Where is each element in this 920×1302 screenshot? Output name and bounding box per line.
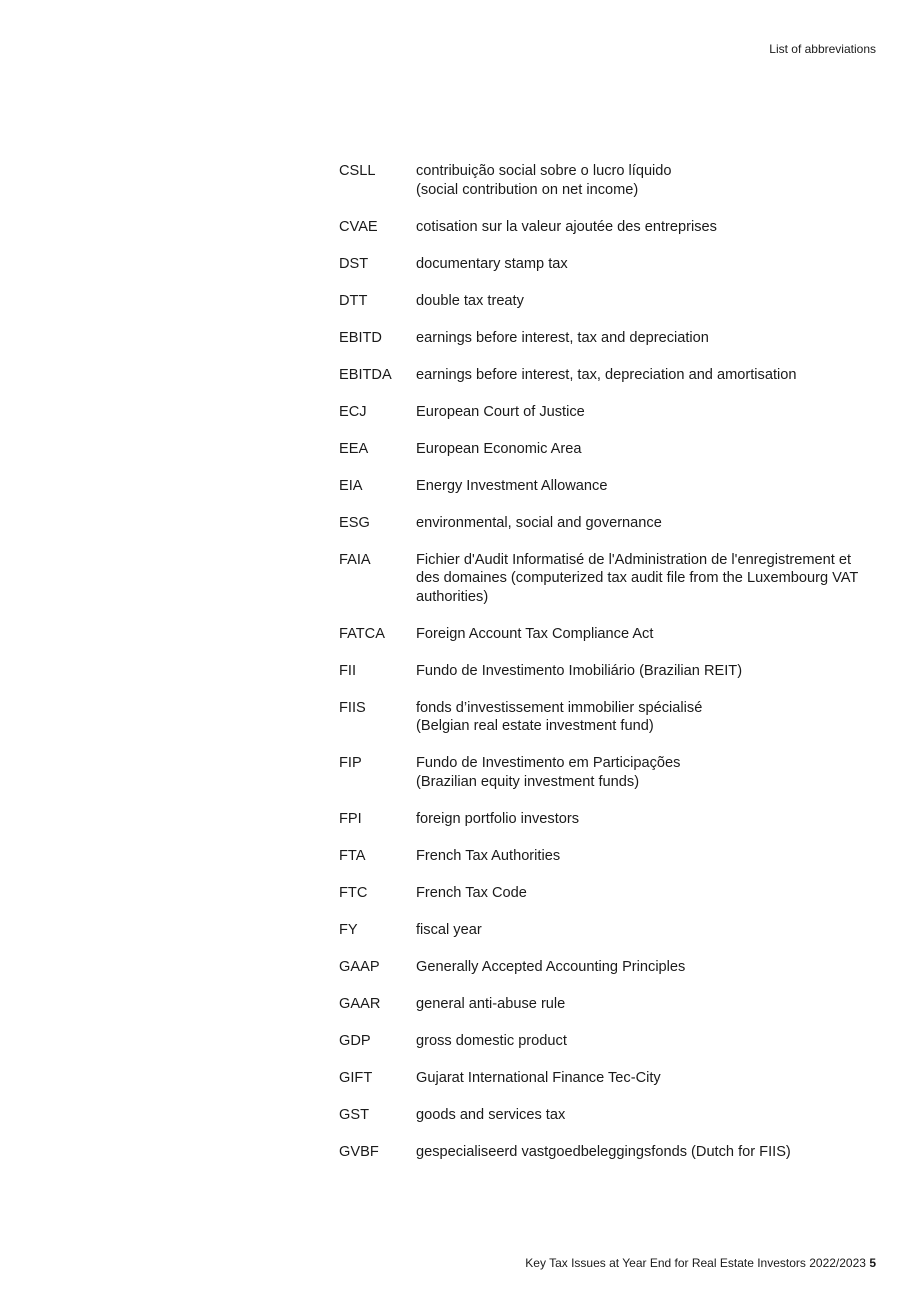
abbreviation-definition: Energy Investment Allowance	[416, 477, 608, 494]
page-footer	[525, 1255, 876, 1271]
abbreviation-entry	[339, 847, 879, 866]
abbreviation-definition: gross domestic product	[416, 1032, 567, 1049]
abbreviation-entry	[339, 754, 879, 791]
abbreviation-term: DST	[339, 255, 369, 272]
abbreviation-definition: fonds d’investissement immobilier spécialisé (Belgian real estate investment fund)	[416, 699, 703, 734]
abbreviation-entry	[339, 440, 879, 459]
abbreviation-definition: European Court of Justice	[416, 403, 585, 420]
abbreviation-entry	[339, 292, 879, 311]
abbreviation-term: GST	[339, 1106, 369, 1123]
abbreviation-term: EBITD	[339, 329, 382, 346]
abbreviation-definition: French Tax Authorities	[416, 847, 561, 864]
abbreviation-term: CVAE	[339, 218, 378, 235]
abbreviation-entry	[339, 921, 879, 940]
abbreviation-term: GIFT	[339, 1069, 373, 1086]
abbreviation-entry	[339, 329, 879, 348]
section-title: List of abbreviations	[769, 42, 876, 56]
abbreviation-definition: Foreign Account Tax Compliance Act	[416, 625, 654, 642]
abbreviation-term: FAIA	[339, 551, 371, 568]
abbreviation-term: EIA	[339, 477, 363, 494]
abbreviation-entry	[339, 699, 879, 736]
abbreviation-entry	[339, 403, 879, 422]
abbreviation-definition: goods and services tax	[416, 1106, 566, 1123]
page-header	[769, 41, 876, 57]
abbreviation-definition: Fundo de Investimento em Participações (Brazilian equity investment funds)	[416, 755, 681, 790]
abbreviation-entry	[339, 1143, 879, 1162]
abbreviation-definition: fiscal year	[416, 921, 482, 938]
abbreviation-term: GVBF	[339, 1143, 379, 1160]
abbreviation-definition: Gujarat International Finance Tec-City	[416, 1069, 661, 1086]
abbreviation-term: FY	[339, 921, 358, 938]
abbreviation-definition: French Tax Code	[416, 884, 527, 901]
abbreviation-entry	[339, 995, 879, 1014]
abbreviation-list	[339, 162, 879, 1180]
abbreviation-definition: earnings before interest, tax and depreciation	[416, 329, 709, 346]
abbreviation-term: FII	[339, 662, 357, 679]
abbreviation-entry	[339, 662, 879, 681]
abbreviation-entry	[339, 218, 879, 237]
abbreviation-term: FTA	[339, 847, 366, 864]
abbreviation-definition: contribuição social sobre o lucro líquido (social contribution on net income)	[416, 163, 672, 198]
abbreviation-term: FIP	[339, 755, 362, 771]
abbreviation-term: ECJ	[339, 403, 367, 420]
abbreviation-entry	[339, 162, 879, 199]
abbreviation-definition: Fichier d'Audit Informatisé de l'Administration de l'enregistrement et des domaines (computerized tax audit file from the Luxembourg VAT authorities)	[416, 551, 859, 605]
abbreviation-definition: European Economic Area	[416, 440, 582, 457]
abbreviation-term: GAAP	[339, 958, 380, 975]
abbreviation-entry	[339, 366, 879, 385]
publication-title: Key Tax Issues at Year End for Real Estate Investors 2022/2023	[525, 1256, 866, 1270]
abbreviation-entry	[339, 255, 879, 274]
abbreviation-entry	[339, 1106, 879, 1125]
abbreviation-term: DTT	[339, 292, 368, 309]
abbreviation-definition: cotisation sur la valeur ajoutée des entreprises	[416, 218, 717, 235]
abbreviation-entry	[339, 551, 879, 607]
abbreviation-definition: Generally Accepted Accounting Principles	[416, 958, 686, 975]
abbreviation-term: FPI	[339, 810, 362, 827]
abbreviation-entry	[339, 477, 879, 496]
abbreviation-term: FTC	[339, 884, 368, 901]
abbreviation-definition: foreign portfolio investors	[416, 810, 580, 827]
abbreviation-entry	[339, 810, 879, 829]
abbreviation-definition: Fundo de Investimento Imobiliário (Brazilian REIT)	[416, 662, 743, 679]
abbreviation-definition: environmental, social and governance	[416, 514, 662, 531]
abbreviation-entry	[339, 1069, 879, 1088]
abbreviation-entry	[339, 625, 879, 644]
abbreviation-definition: documentary stamp tax	[416, 255, 568, 272]
abbreviation-definition: double tax treaty	[416, 292, 524, 309]
page-number: 5	[869, 1256, 876, 1270]
abbreviation-term: FATCA	[339, 625, 385, 642]
abbreviation-entry	[339, 884, 879, 903]
abbreviation-definition: gespecialiseerd vastgoedbeleggingsfonds (Dutch for FIIS)	[416, 1143, 791, 1160]
abbreviation-term: EBITDA	[339, 366, 392, 383]
abbreviation-term: CSLL	[339, 163, 376, 179]
abbreviation-term: GAAR	[339, 995, 381, 1012]
abbreviation-term: FIIS	[339, 699, 366, 716]
abbreviation-definition: general anti-abuse rule	[416, 995, 566, 1012]
abbreviation-definition: earnings before interest, tax, depreciation and amortisation	[416, 366, 797, 383]
abbreviation-entry	[339, 1032, 879, 1051]
abbreviation-entry	[339, 958, 879, 977]
abbreviation-term: EEA	[339, 440, 369, 457]
abbreviation-term: GDP	[339, 1032, 371, 1049]
abbreviation-term: ESG	[339, 514, 370, 531]
abbreviation-entry	[339, 514, 879, 533]
